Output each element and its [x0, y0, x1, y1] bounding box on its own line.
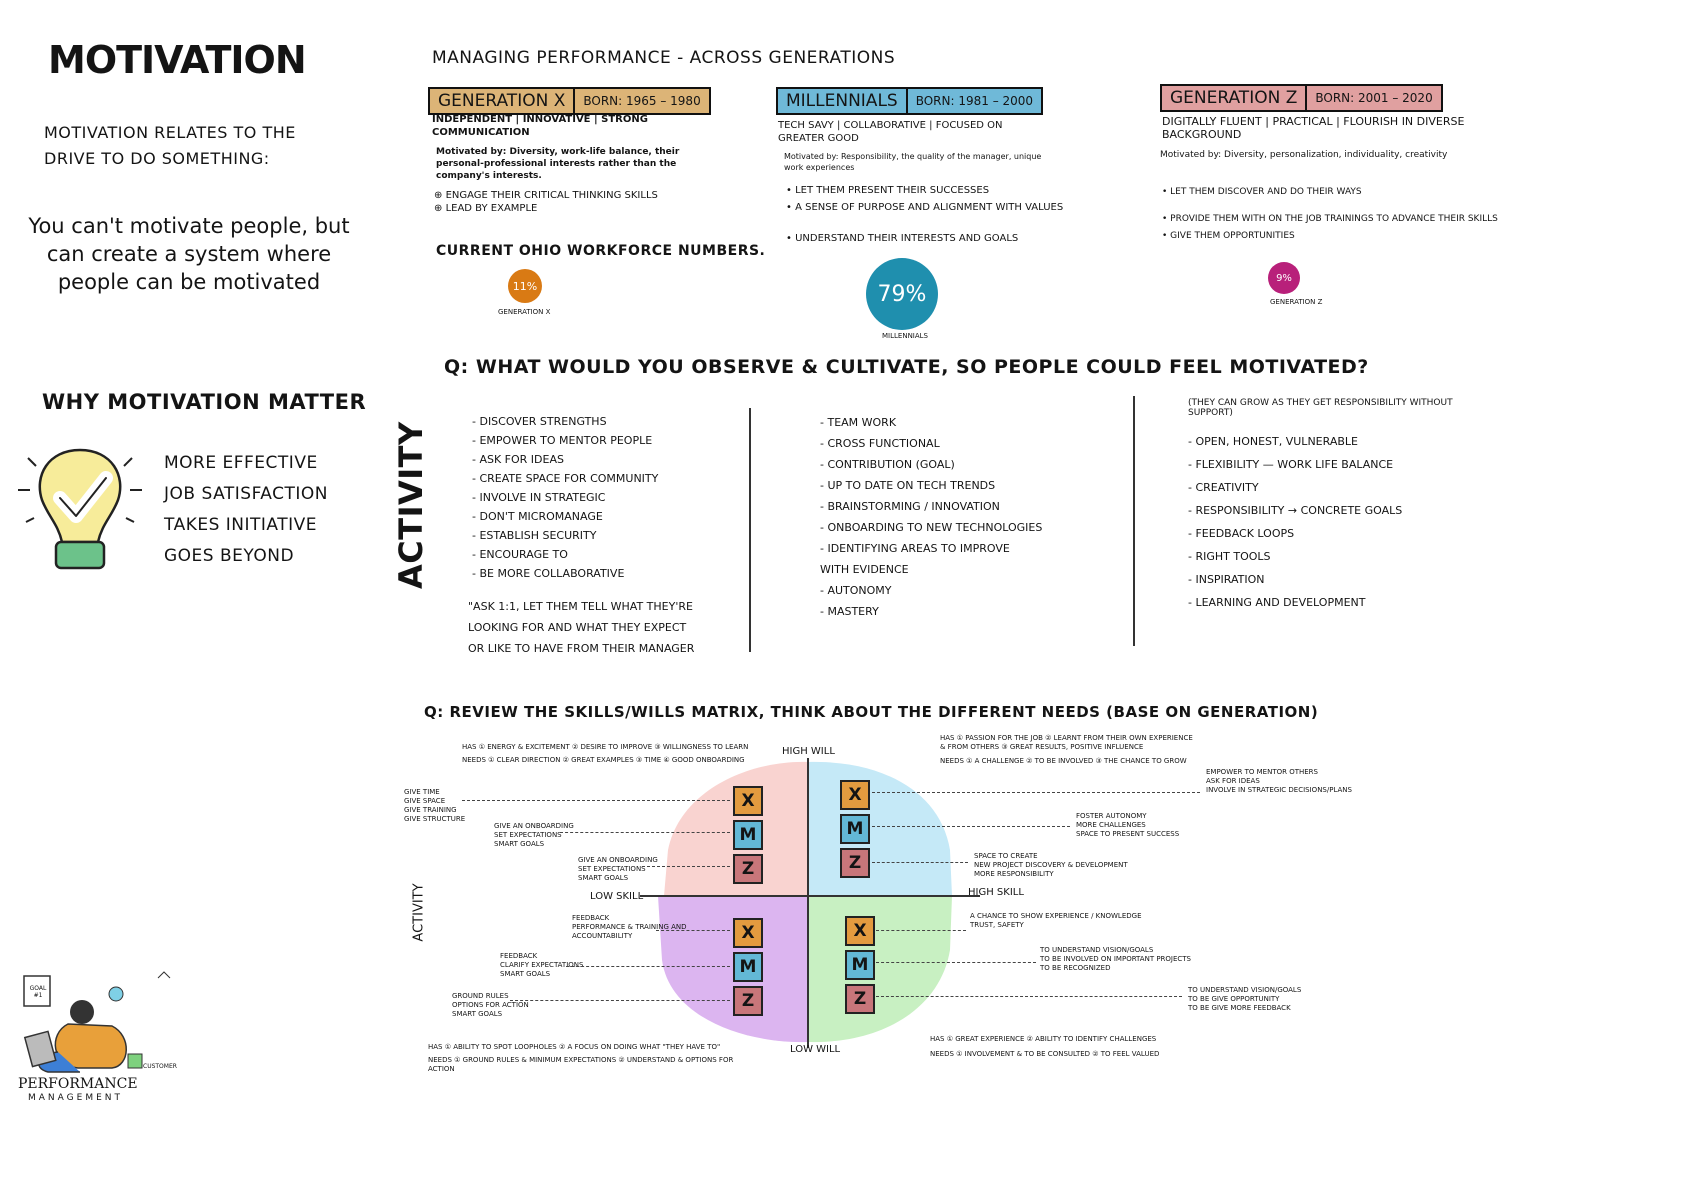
- connector-line: [566, 966, 730, 967]
- note-line: TO UNDERSTAND VISION/GOALS: [1040, 946, 1154, 954]
- list-item: - BE MORE COLLABORATIVE: [472, 567, 625, 580]
- tr-z-notes: [974, 852, 1128, 879]
- generation-motivated: Motivated by: Diversity, personalization, individuality, creativity: [1160, 150, 1448, 160]
- generation-traits: INDEPENDENT | INNOVATIVE | STRONG COMMUNICATION: [432, 114, 648, 138]
- logo-sub: MANAGEMENT: [28, 1093, 123, 1103]
- note-line: GIVE TRAINING: [404, 806, 457, 814]
- list-item: - ESTABLISH SECURITY: [472, 529, 597, 542]
- list-item: - MASTERY: [820, 605, 879, 618]
- note-line: SMART GOALS: [494, 840, 545, 848]
- list-item: • LET THEM PRESENT THEIR SUCCESSES: [786, 185, 990, 196]
- connector-line: [876, 962, 1036, 963]
- connector-line: [876, 996, 1182, 997]
- note-line: TRUST, SAFETY: [970, 921, 1024, 929]
- list-item: • A SENSE OF PURPOSE AND ALIGNMENT WITH VALUES: [786, 202, 1064, 213]
- connector-line: [510, 1000, 730, 1001]
- list-item: - OPEN, HONEST, VULNERABLE: [1188, 435, 1358, 448]
- note-line: GIVE AN ONBOARDING: [578, 856, 658, 864]
- connector-line: [872, 792, 1200, 793]
- list-item: MORE EFFECTIVE: [164, 453, 318, 473]
- list-item: - IDENTIFYING AREAS TO IMPROVE WITH EVIDENCE: [820, 542, 1010, 576]
- quote-line: LOOKING FOR AND WHAT THEY EXPECT: [468, 621, 687, 634]
- tr-x-notes: [1206, 768, 1352, 795]
- list-item: - ONBOARDING TO NEW TECHNOLOGIES: [820, 521, 1043, 534]
- generation-x-square: X: [845, 916, 875, 946]
- note-line: MORE CHALLENGES: [1076, 821, 1146, 829]
- millennials-stat: 79%: [866, 258, 938, 330]
- generation-z-stat: 9%: [1268, 262, 1300, 294]
- tl-m-notes: [494, 822, 574, 849]
- list-item: - AUTONOMY: [820, 584, 892, 597]
- bl-z-notes: [452, 992, 529, 1019]
- br-x-notes: [970, 912, 1142, 930]
- generation-name: MILLENNIALS: [778, 89, 908, 113]
- note-line: TO BE RECOGNIZED: [1040, 964, 1111, 972]
- generation-motivated: Motivated by: Responsibility, the quality of the manager, unique work experiences: [784, 152, 1042, 172]
- list-item: - DISCOVER STRENGTHS: [472, 415, 607, 428]
- list-item: - INVOLVE IN STRATEGIC: [472, 491, 606, 504]
- generation-x-square: X: [840, 780, 870, 810]
- note-line: MORE RESPONSIBILITY: [974, 870, 1054, 878]
- generation-born: BORN: 1981 – 2000: [908, 89, 1041, 113]
- question-one: Q: WHAT WOULD YOU OBSERVE & CULTIVATE, SO PEOPLE COULD FEEL MOTIVATED?: [444, 356, 1369, 378]
- quote-line: You can't motivate people, but: [28, 214, 350, 238]
- list-item: - CONTRIBUTION (GOAL): [820, 458, 955, 471]
- stat-label: GENERATION Z: [1270, 298, 1323, 306]
- generation-z-square: Z: [845, 984, 875, 1014]
- list-item: - CREATE SPACE FOR COMMUNITY: [472, 472, 659, 485]
- note-line: FEEDBACK: [572, 914, 610, 922]
- high-skill-label: HIGH SKILL: [968, 887, 1024, 898]
- connector-line: [872, 826, 1070, 827]
- note-line: INVOLVE IN STRATEGIC DECISIONS/PLANS: [1206, 786, 1352, 794]
- millennials-tag: [776, 87, 1043, 115]
- generation-born: BORN: 2001 – 2020: [1307, 86, 1440, 110]
- low-skill-high-will-needs: NEEDS ① CLEAR DIRECTION ② GREAT EXAMPLES ③ TIME ④ GOOD ONBOARDING: [462, 756, 745, 764]
- column-divider: [749, 408, 751, 652]
- connector-line: [876, 930, 966, 931]
- list-item: - TEAM WORK: [820, 416, 897, 429]
- list-item: - BRAINSTORMING / INNOVATION: [820, 500, 1000, 513]
- note-line: A CHANCE TO SHOW EXPERIENCE / KNOWLEDGE: [970, 912, 1142, 920]
- list-item: • UNDERSTAND THEIR INTERESTS AND GOALS: [786, 233, 1019, 244]
- generation-traits: TECH SAVY | COLLABORATIVE | FOCUSED ON GREATER GOOD: [778, 120, 1003, 144]
- question-two: Q: REVIEW THE SKILLS/WILLS MATRIX, THINK ABOUT THE DIFFERENT NEEDS (BASE ON GENERATION): [424, 703, 1319, 721]
- note-line: TO UNDERSTAND VISION/GOALS: [1188, 986, 1302, 994]
- millennials-square: M: [845, 950, 875, 980]
- generation-x-tag: [428, 87, 711, 115]
- list-item: JOB SATISFACTION: [164, 484, 328, 504]
- list-item: • GIVE THEM OPPORTUNITIES: [1162, 231, 1295, 241]
- note-line: SET EXPECTATIONS: [494, 831, 562, 839]
- observe-column-two: [820, 412, 1042, 622]
- note-line: SPACE TO PRESENT SUCCESS: [1076, 830, 1180, 838]
- observe-column-one: [472, 412, 658, 583]
- note-line: SMART GOALS: [500, 970, 551, 978]
- workforce-title: CURRENT OHIO WORKFORCE NUMBERS.: [436, 243, 766, 259]
- tl-x-notes: [404, 788, 465, 824]
- generation-z-tag: [1160, 84, 1443, 112]
- connector-line: [560, 832, 730, 833]
- generation-traits: DIGITALLY FLUENT | PRACTICAL | FLOURISH IN DIVERSE BACKGROUND: [1162, 115, 1465, 141]
- observe-column-three: [1188, 430, 1402, 614]
- connector-line: [872, 862, 968, 863]
- high-skill-high-will-needs: NEEDS ① A CHALLENGE ② TO BE INVOLVED ③ THE CHANCE TO GROW: [940, 757, 1187, 765]
- list-item: - EMPOWER TO MENTOR PEOPLE: [472, 434, 653, 447]
- generation-z-square: Z: [733, 854, 763, 884]
- note-line: TO BE INVOLVED ON IMPORTANT PROJECTS: [1040, 955, 1192, 963]
- list-item: - ENCOURAGE TO: [472, 548, 568, 561]
- note-line: SMART GOALS: [578, 874, 629, 882]
- high-will-label: HIGH WILL: [782, 746, 835, 757]
- note-line: SET EXPECTATIONS: [578, 865, 646, 873]
- generation-name: GENERATION Z: [1162, 86, 1307, 110]
- list-item: ⊕ ENGAGE THEIR CRITICAL THINKING SKILLS: [434, 190, 658, 201]
- list-item: - RESPONSIBILITY → CONCRETE GOALS: [1188, 504, 1403, 517]
- generation-actions: [434, 189, 658, 215]
- br-m-notes: [1040, 946, 1191, 973]
- low-skill-high-will-has: HAS ① ENERGY & EXCITEMENT ② DESIRE TO IMPROVE ③ WILLINGNESS TO LEARN: [462, 743, 749, 751]
- connector-line: [642, 866, 730, 867]
- activity-side-label: ACTIVITY: [392, 421, 430, 589]
- matrix-activity-label: ACTIVITY: [411, 883, 427, 942]
- why-items-list: [164, 448, 328, 572]
- list-item: ⊕ LEAD BY EXAMPLE: [434, 203, 538, 214]
- list-item: - LEARNING AND DEVELOPMENT: [1188, 596, 1366, 609]
- tl-z-notes: [578, 856, 658, 883]
- millennials-square: M: [840, 814, 870, 844]
- generation-motivated: Motivated by: Diversity, work-life balance, their personal-professional interests rather than the company's interests.: [436, 147, 680, 181]
- customer-caption: CUSTOMER: [143, 1063, 177, 1070]
- note-line: FOSTER AUTONOMY: [1076, 812, 1147, 820]
- generation-z-square: Z: [733, 986, 763, 1016]
- list-item: - CREATIVITY: [1188, 481, 1259, 494]
- generation-name: GENERATION X: [430, 89, 575, 113]
- list-item: GOES BEYOND: [164, 546, 295, 566]
- note-line: SMART GOALS: [452, 1010, 503, 1018]
- low-will-label: LOW WILL: [790, 1044, 841, 1055]
- quote-line: people can be motivated: [57, 270, 321, 294]
- motivation-quote: [24, 212, 354, 296]
- note-line: NEW PROJECT DISCOVERY & DEVELOPMENT: [974, 861, 1128, 869]
- high-skill-low-will-has: HAS ① GREAT EXPERIENCE ② ABILITY TO IDENTIFY CHALLENGES: [930, 1035, 1157, 1043]
- low-skill-low-will-needs: NEEDS ① GROUND RULES & MINIMUM EXPECTATIONS ② UNDERSTAND & OPTIONS FOR ACTION: [428, 1056, 734, 1073]
- millennials-square: M: [733, 820, 763, 850]
- generation-x-square: X: [733, 918, 763, 948]
- note-line: GIVE AN ONBOARDING: [494, 822, 574, 830]
- note-line: GROUND RULES: [452, 992, 509, 1000]
- list-item: - INSPIRATION: [1188, 573, 1265, 586]
- note-line: ACCOUNTABILITY: [572, 932, 633, 940]
- connector-line: [656, 930, 730, 931]
- page-title: MOTIVATION: [48, 38, 306, 82]
- skill-will-matrix: [640, 750, 980, 1060]
- lightbulb-check-icon: [10, 438, 150, 578]
- list-item: - DON'T MICROMANAGE: [472, 510, 603, 523]
- high-skill-high-will-has: HAS ① PASSION FOR THE JOB ② LEARNT FROM THEIR OWN EXPERIENCE & FROM OTHERS ③ GREAT RESULTS, POSITIVE INFLUENCE: [940, 734, 1193, 751]
- section-title: MANAGING PERFORMANCE - ACROSS GENERATIONS: [432, 48, 896, 68]
- quote-line: OR LIKE TO HAVE FROM THEIR MANAGER: [468, 642, 695, 655]
- note-line: TO BE GIVE MORE FEEDBACK: [1188, 1004, 1291, 1012]
- note-line: PERFORMANCE & TRAINING AND: [572, 923, 687, 931]
- note-line: OPTIONS FOR ACTION: [452, 1001, 529, 1009]
- ask-quote: [468, 596, 694, 659]
- generation-z-square: Z: [840, 848, 870, 878]
- column-three-note: (THEY CAN GROW AS THEY GET RESPONSIBILITY WITHOUT SUPPORT): [1188, 398, 1453, 418]
- generation-x-square: X: [733, 786, 763, 816]
- list-item: - RIGHT TOOLS: [1188, 550, 1271, 563]
- list-item: • LET THEM DISCOVER AND DO THEIR WAYS: [1162, 187, 1362, 197]
- bl-x-notes: [572, 914, 687, 941]
- note-line: FEEDBACK: [500, 952, 538, 960]
- note-line: GIVE TIME: [404, 788, 440, 796]
- note-line: TO BE GIVE OPPORTUNITY: [1188, 995, 1280, 1003]
- note-line: CLARIFY EXPECTATIONS: [500, 961, 584, 969]
- quote-line: can create a system where: [46, 242, 332, 266]
- goal-note: GOAL #1: [29, 985, 47, 999]
- list-item: • PROVIDE THEM WITH ON THE JOB TRAININGS TO ADVANCE THEIR SKILLS: [1162, 214, 1498, 224]
- br-z-notes: [1188, 986, 1301, 1013]
- list-item: - FEEDBACK LOOPS: [1188, 527, 1295, 540]
- list-item: - UP TO DATE ON TECH TRENDS: [820, 479, 996, 492]
- generation-actions: [786, 182, 1063, 247]
- low-skill-low-will-has: HAS ① ABILITY TO SPOT LOOPHOLES ② A FOCUS ON DOING WHAT "THEY HAVE TO": [428, 1043, 721, 1051]
- generation-actions: [1162, 184, 1542, 245]
- millennials-square: M: [733, 952, 763, 982]
- quote-line: "ASK 1:1, LET THEM TELL WHAT THEY'RE: [468, 600, 693, 613]
- list-item: - CROSS FUNCTIONAL: [820, 437, 940, 450]
- low-skill-label: LOW SKILL: [590, 891, 644, 902]
- list-item: TAKES INITIATIVE: [164, 515, 317, 535]
- motivation-definition: MOTIVATION RELATES TO THE DRIVE TO DO SOMETHING:: [44, 123, 296, 168]
- why-motivation-title: WHY MOTIVATION MATTER: [42, 390, 367, 414]
- note-line: EMPOWER TO MENTOR OTHERS: [1206, 768, 1318, 776]
- logo-word: PERFORMANCE: [18, 1076, 138, 1092]
- stat-label: GENERATION X: [498, 308, 551, 316]
- high-skill-low-will-needs: NEEDS ① INVOLVEMENT & TO BE CONSULTED ② TO FEEL VALUED: [930, 1050, 1160, 1058]
- note-line: GIVE SPACE: [404, 797, 446, 805]
- note-line: ASK FOR IDEAS: [1206, 777, 1260, 785]
- tr-m-notes: [1076, 812, 1179, 839]
- list-item: - FLEXIBILITY — WORK LIFE BALANCE: [1188, 458, 1394, 471]
- note-line: SPACE TO CREATE: [974, 852, 1038, 860]
- generation-born: BORN: 1965 – 1980: [575, 89, 708, 113]
- column-divider: [1133, 396, 1135, 646]
- stat-label: MILLENNIALS: [882, 332, 928, 340]
- generation-x-stat: 11%: [508, 269, 542, 303]
- note-line: GIVE STRUCTURE: [404, 815, 466, 823]
- list-item: - ASK FOR IDEAS: [472, 453, 564, 466]
- connector-line: [462, 800, 730, 801]
